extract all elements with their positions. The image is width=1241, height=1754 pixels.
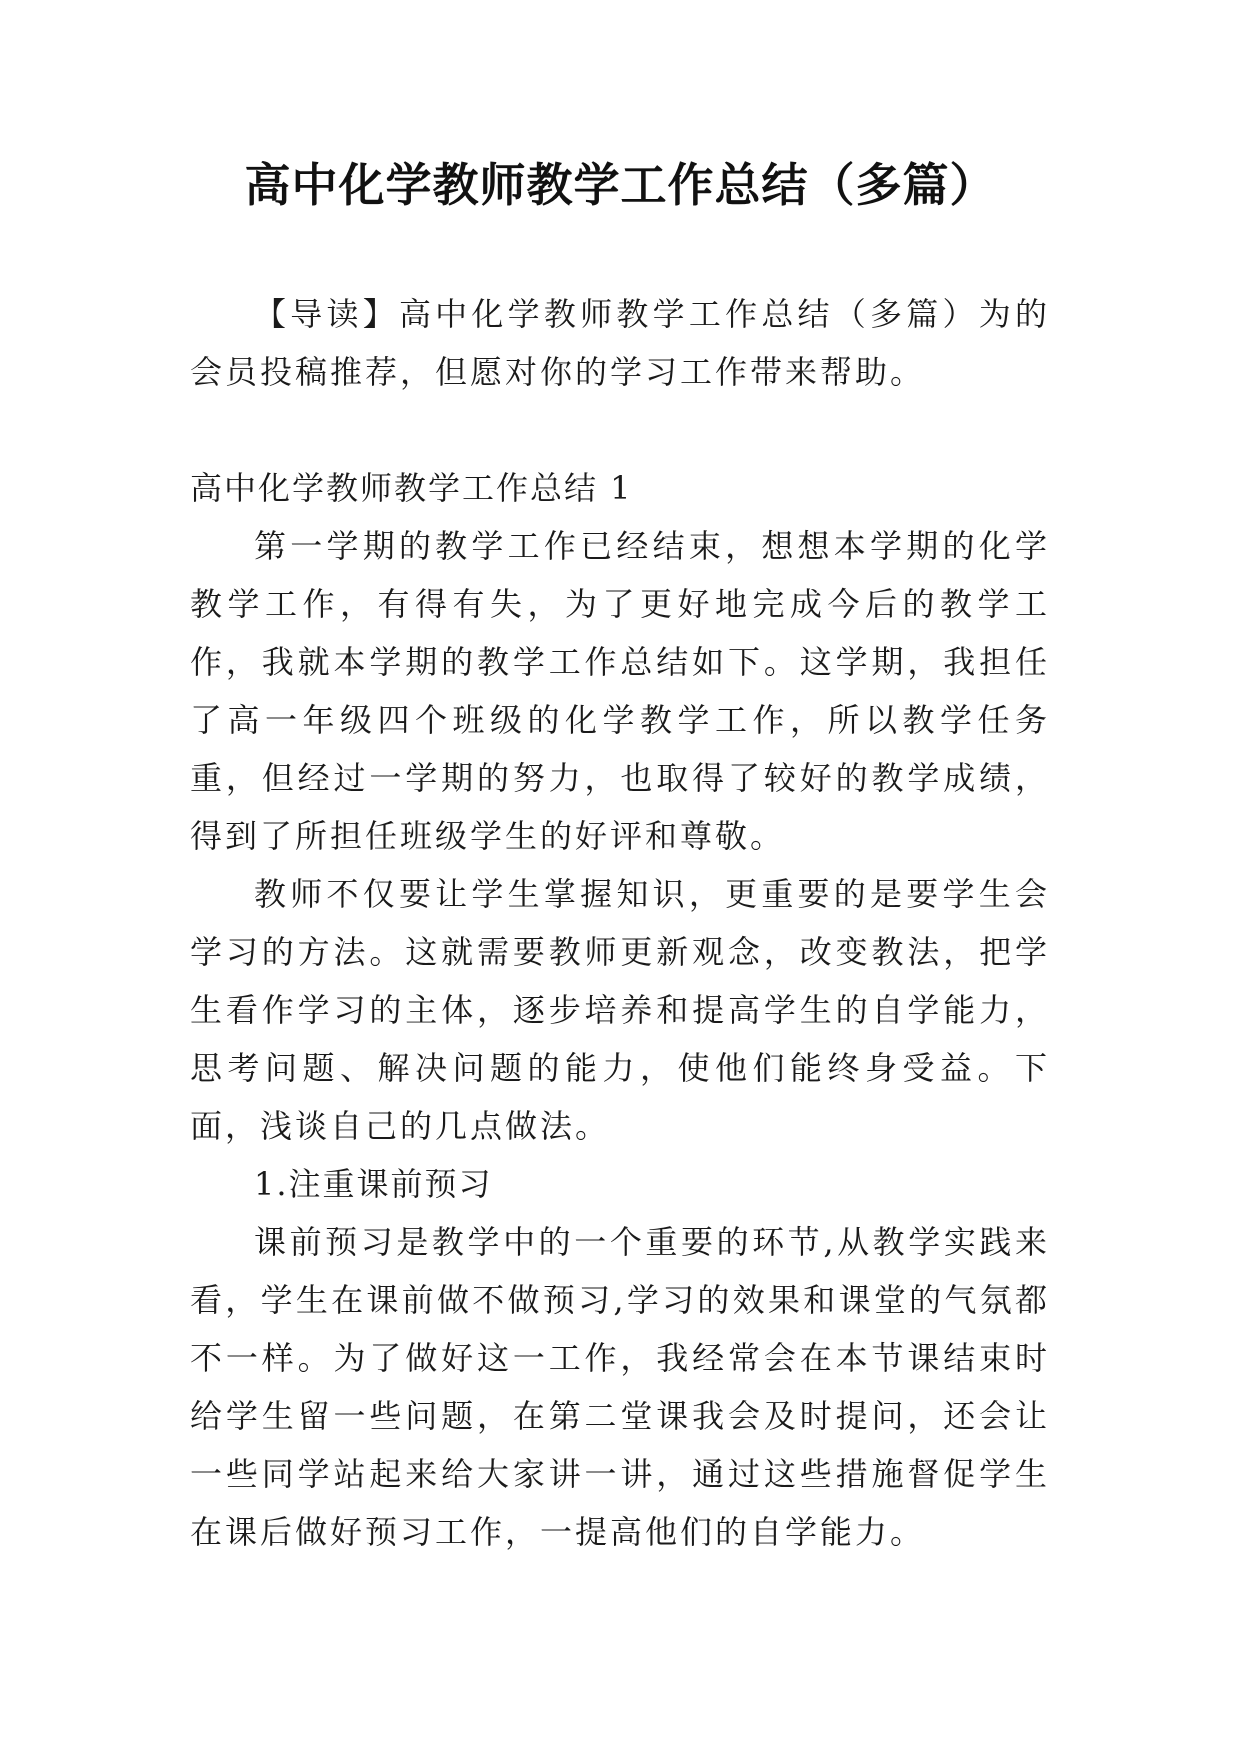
- spacer: [190, 401, 1050, 459]
- body-paragraph: 课前预习是教学中的一个重要的环节,从教学实践来看，学生在课前做不做预习,学习的效果和课堂的气氛都不一样。为了做好这一工作，我经常会在本节课结束时给学生留一些问题，在第二堂课我会及时提问，还会让一些同学站起来给大家讲一讲，通过这些措施督促学生在课后做好预习工作，一提高他们的自学能力。: [190, 1223, 1050, 1551]
- document-body: [190, 285, 1050, 1561]
- body-paragraph: 教师不仅要让学生掌握知识，更重要的是要学生会学习的方法。这就需要教师更新观念，改变教法，把学生看作学习的主体，逐步培养和提高学生的自学能力，思考问题、解决问题的能力，使他们能终身受益。下面，浅谈自己的几点做法。: [190, 875, 1050, 1145]
- body-paragraph: 第一学期的教学工作已经结束，想想本学期的化学教学工作，有得有失，为了更好地完成今后的教学工作，我就本学期的教学工作总结如下。这学期，我担任了高一年级四个班级的化学教学工作，所以教学任务重，但经过一学期的努力，也取得了较好的教学成绩，得到了所担任班级学生的好评和尊敬。: [190, 527, 1050, 855]
- document-title: 高中化学教师教学工作总结（多篇）: [244, 158, 997, 212]
- numbered-subheading: 1.注重课前预习: [254, 1165, 493, 1203]
- intro-paragraph: 【导读】高中化学教师教学工作总结（多篇）为的会员投稿推荐，但愿对你的学习工作带来帮助。: [190, 295, 1050, 391]
- section-heading: 高中化学教师教学工作总结 1: [190, 469, 633, 507]
